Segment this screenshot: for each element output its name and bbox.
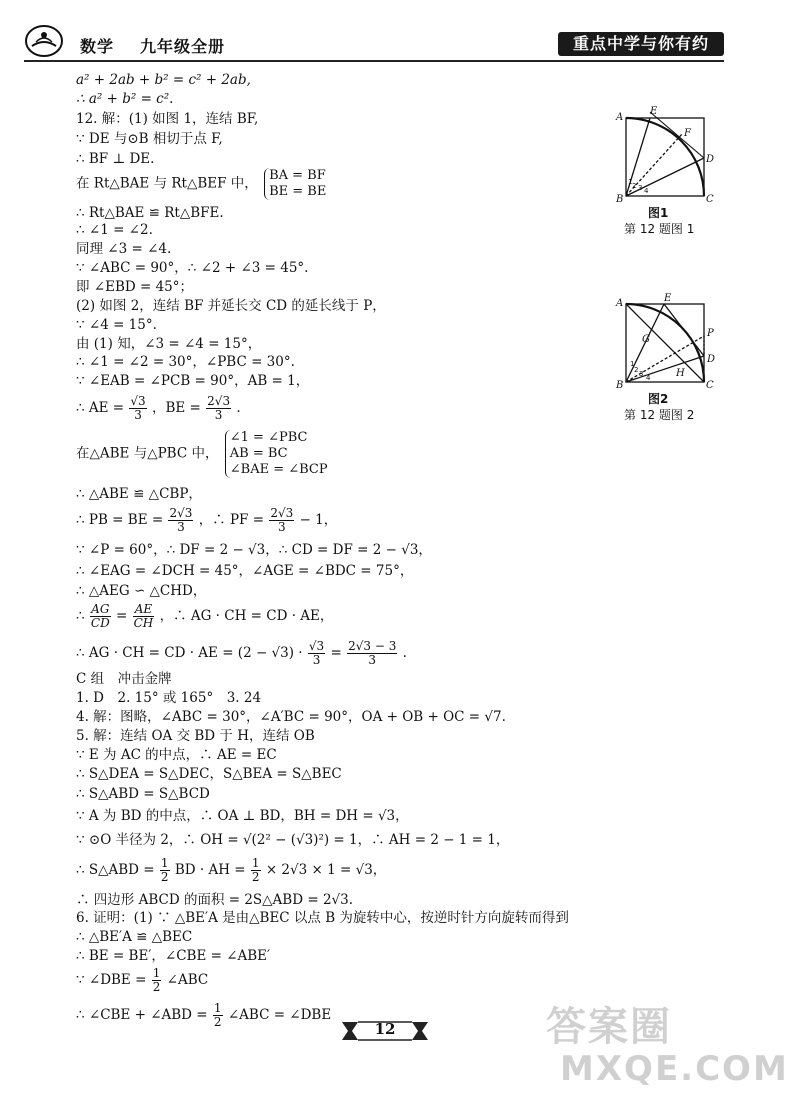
figure-2-diagram bbox=[612, 292, 720, 392]
svg-text:4: 4 bbox=[644, 187, 649, 195]
text-line: ∴ S△ABD = $\frac{1}{2}$ BD · AH = $\frac{1}{2}$ × 2√3 × 1 = √3， bbox=[76, 856, 387, 884]
watermark: 答案圈 MXQE.COM bbox=[546, 1004, 789, 1089]
label-D: D bbox=[707, 354, 716, 365]
text-line: ∵ ∠EAB = ∠PCB = 90°，AB = 1， bbox=[76, 373, 310, 389]
text-line: ∴ △AEG ∽ △CHD， bbox=[76, 583, 207, 599]
text-line: ∵ A 为 BD 的中点，∴ OA ⊥ BD，BH = DH = √3， bbox=[76, 808, 409, 824]
label-H: H bbox=[676, 368, 685, 379]
fraction: $\frac{√3}{3}$ bbox=[308, 639, 325, 667]
text-line: ∴ Rt△BAE ≌ Rt△BFE. bbox=[76, 205, 224, 221]
text-line: ∴ ∠1 = ∠2. bbox=[76, 222, 153, 238]
fraction: $\frac{1}{2}$ bbox=[213, 1001, 222, 1029]
svg-text:4: 4 bbox=[646, 374, 651, 382]
text-line: 在△ABE 与△PBC 中， ∠1 = ∠PBC AB = BC ∠BAE = ∠BCP bbox=[76, 430, 328, 477]
text-line: ∴ 四边形 ABCD 的面积 = 2S△ABD = 2√3. bbox=[76, 892, 354, 908]
equation-system: BA = BF BE = BE bbox=[264, 168, 326, 200]
svg-text:3: 3 bbox=[639, 370, 644, 378]
text-line: ∴ a² + b² = c². bbox=[76, 91, 174, 107]
text-line: (2) 如图 2，连结 BF 并延长交 CD 的延长线于 P， bbox=[76, 298, 386, 314]
text-line: ∵ ∠DBE = $\frac{1}{2}$ ∠ABC bbox=[76, 966, 209, 994]
text-line: ∴ ∠1 = ∠2 = 30°，∠PBC = 30°. bbox=[76, 354, 295, 370]
text-line: ∵ E 为 AC 的中点，∴ AE = EC bbox=[76, 747, 277, 763]
text-line: ∴ AE = $\frac{√3}{3}$ ，BE = $\frac{2√3}{3}$ . bbox=[76, 394, 241, 422]
label-B: B bbox=[616, 194, 624, 205]
figure-1-caption: 图1 bbox=[648, 206, 669, 220]
section-heading: C 组 冲击金牌 bbox=[76, 671, 172, 687]
text-line: ∴ $\frac{AG}{CD}$ = $\frac{AE}{CH}$ ，∴ AG · CH = CD · AE， bbox=[76, 602, 334, 630]
text-line: 6. 证明：(1) ∵ △BE′A 是由△BEC 以点 B 为旋转中心，按逆时针方向旋转而得到 bbox=[76, 910, 569, 926]
text-line: ∴ ∠CBE + ∠ABD = $\frac{1}{2}$ ∠ABC = ∠DBE bbox=[76, 1001, 332, 1029]
text-line: ∴ BF ⊥ DE. bbox=[76, 151, 155, 167]
fraction: $\frac{1}{2}$ bbox=[152, 966, 161, 994]
header-rule bbox=[24, 60, 724, 62]
figure-1-title: 第 12 题图 1 bbox=[624, 222, 695, 236]
text-line: ∴ S△DEA = S△DEC，S△BEA = S△BEC bbox=[76, 766, 342, 782]
subject-label: 数学 bbox=[80, 37, 115, 56]
equation-system: ∠1 = ∠PBC AB = BC ∠BAE = ∠BCP bbox=[225, 430, 328, 478]
text-line: ∵ ∠4 = 15°. bbox=[76, 317, 157, 333]
text-line: ∴ S△ABD = S△BCD bbox=[76, 786, 210, 802]
label-P: P bbox=[707, 328, 714, 339]
label-D: D bbox=[706, 154, 715, 165]
fraction: $\frac{AG}{CD}$ bbox=[90, 602, 110, 630]
text-line: ∴ BE = BE′，∠CBE = ∠ABE′ bbox=[76, 948, 271, 964]
figure-2-title: 第 12 题图 2 bbox=[624, 408, 695, 422]
text-line: 4. 解：图略，∠ABC = 30°，∠A′BC = 90°，OA + OB + OC = √7. bbox=[76, 709, 506, 725]
text-line: 1. D 2. 15° 或 165° 3. 24 bbox=[76, 690, 262, 706]
label-C: C bbox=[706, 380, 714, 391]
label-E: E bbox=[664, 293, 672, 304]
svg-text:3: 3 bbox=[638, 184, 643, 192]
page-header bbox=[0, 0, 750, 62]
figure-2-caption: 图2 bbox=[648, 392, 669, 406]
book-logo-icon bbox=[24, 24, 64, 58]
svg-text:1: 1 bbox=[630, 360, 635, 368]
fraction: $\frac{2√3 - 3}{3}$ bbox=[348, 639, 397, 667]
text-line: 即 ∠EBD = 45°； bbox=[76, 279, 194, 295]
text-line: ∴ PB = BE = $\frac{2√3}{3}$ ，∴ PF = $\frac{2√3}{3}$ − 1， bbox=[76, 506, 338, 534]
fraction: $\frac{√3}{3}$ bbox=[130, 394, 146, 422]
text-line: ∴ ∠EAG = ∠DCH = 45°，∠AGE = ∠BDC = 75°， bbox=[76, 563, 414, 579]
text-line: 由 (1) 知，∠3 = ∠4 = 15°， bbox=[76, 336, 262, 352]
fraction: $\frac{1}{2}$ bbox=[251, 856, 260, 884]
label-B: B bbox=[616, 380, 624, 391]
label-C: C bbox=[706, 194, 714, 205]
text-line: ∴ AG · CH = CD · AE = (2 − √3) · $\frac{√3}{3}$ = $\frac{2√3 - 3}{3}$ . bbox=[76, 639, 407, 667]
svg-text:1: 1 bbox=[628, 178, 633, 186]
fraction: $\frac{AE}{CH}$ bbox=[133, 602, 154, 630]
figure-1-diagram bbox=[612, 106, 720, 206]
text-line: 12. 解：(1) 如图 1，连结 BF, bbox=[76, 111, 259, 127]
svg-text:2: 2 bbox=[634, 366, 639, 374]
text-line: 在 Rt△BAE 与 Rt△BEF 中， BA = BF BE = BE bbox=[76, 168, 327, 199]
fraction: $\frac{2√3}{3}$ bbox=[169, 506, 193, 534]
label-E: E bbox=[650, 106, 658, 117]
fraction: $\frac{2√3}{3}$ bbox=[207, 394, 231, 422]
series-banner: 重点中学与你有约 bbox=[558, 32, 724, 56]
label-A: A bbox=[616, 112, 624, 123]
text-line: ∵ ∠ABC = 90°，∴ ∠2 + ∠3 = 45°. bbox=[76, 260, 309, 276]
text-line: 同理 ∠3 = ∠4. bbox=[76, 241, 172, 257]
label-G: G bbox=[642, 334, 650, 345]
fraction: $\frac{1}{2}$ bbox=[160, 856, 169, 884]
text-line: ∴ △BE′A ≌ △BEC bbox=[76, 929, 193, 945]
text-line: ∴ △ABE ≌ △CBP， bbox=[76, 486, 202, 502]
text-line: ∵ ⊙O 半径为 2，∴ OH = √(2² − (√3)²) = 1，∴ AH = 2 − 1 = 1， bbox=[76, 832, 510, 848]
fraction: $\frac{2√3}{3}$ bbox=[270, 506, 294, 534]
text-line: 5. 解：连结 OA 交 BD 于 H，连结 OB bbox=[76, 728, 315, 744]
label-F: F bbox=[684, 128, 691, 139]
text-line: a² + 2ab + b² = c² + 2ab, bbox=[76, 72, 251, 88]
grade-label: 九年级全册 bbox=[140, 37, 226, 56]
svg-text:2: 2 bbox=[632, 182, 637, 190]
text-line: ∵ ∠P = 60°，∴ DF = 2 − √3，∴ CD = DF = 2 − √3， bbox=[76, 542, 432, 558]
text-line: ∵ DE 与⊙B 相切于点 F, bbox=[76, 131, 223, 147]
label-A: A bbox=[616, 298, 624, 309]
page-number: 12 bbox=[374, 1020, 396, 1038]
